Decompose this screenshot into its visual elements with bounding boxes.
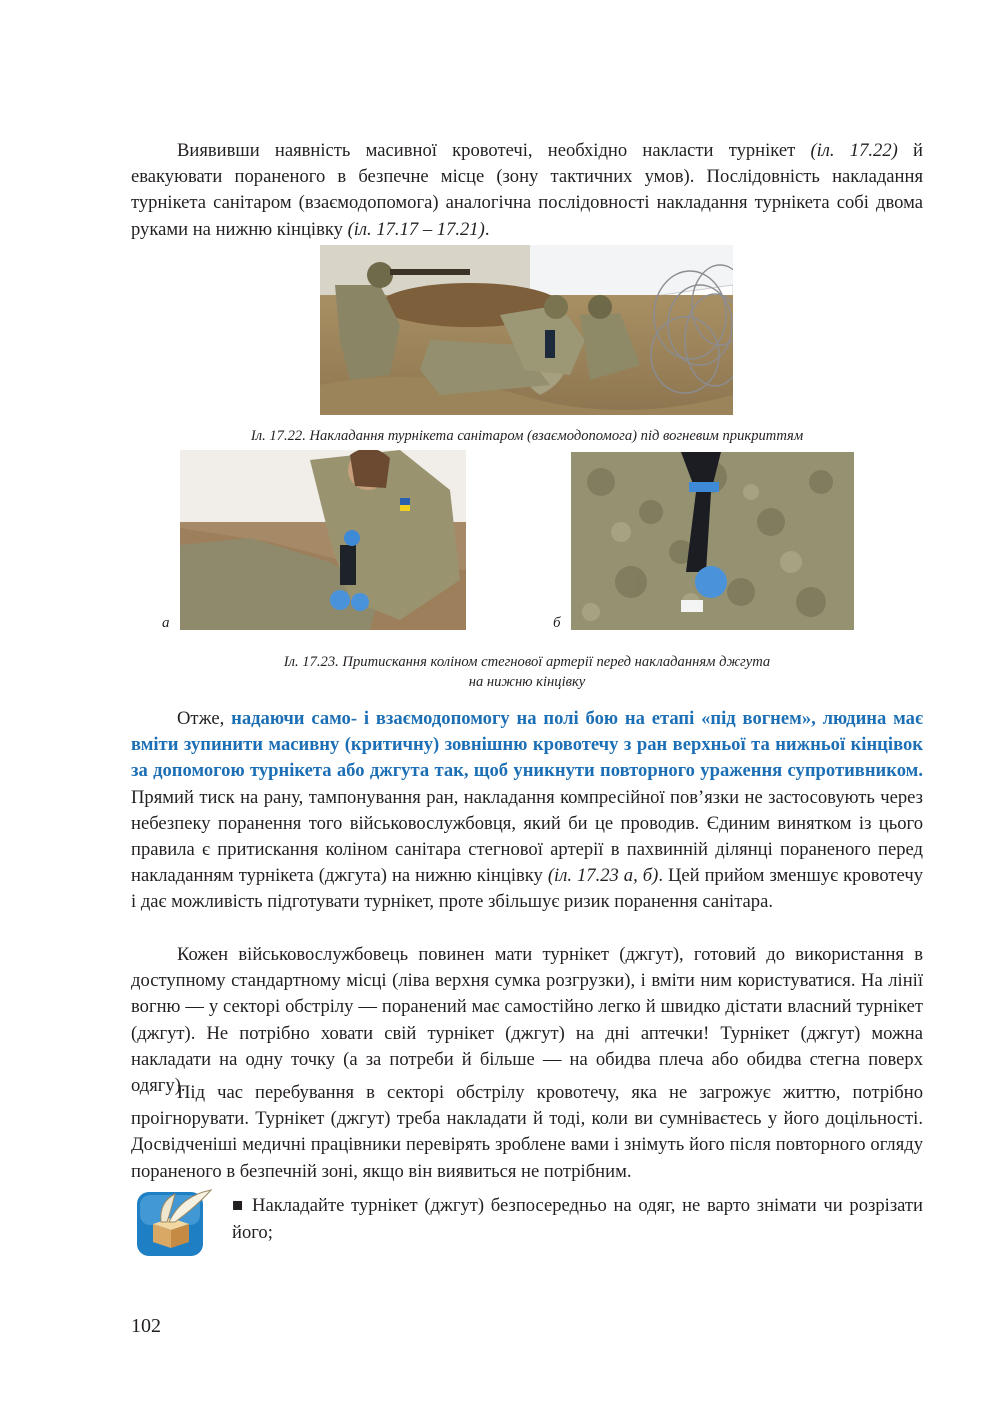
paragraph-1-text-a: Виявивши наявність масивної кровотечі, необхідно накласти турнікет: [177, 140, 811, 161]
figure-17-23-caption-line-1: Іл. 17.23. Притискання коліном стегнової артерії перед накладанням джгута: [283, 654, 771, 670]
paragraph-1: Виявивши наявність масивної кровотечі, необхідно накласти турнікет (іл. 17.22) й евакуювати пораненого в безпечне місце (зону тактичних умов). Послідовність накладання турнікета санітаром (взаємодопомога) аналогічна послідовності накладання турнікета собі двома руками на нижню кінцівку (іл. 17.17 – 17.21).: [131, 140, 923, 240]
figure-17-23a-photo: [180, 450, 466, 630]
box-with-quill-icon: [131, 1188, 215, 1260]
figure-17-23b-photo: [571, 452, 854, 630]
paragraph-1-text-b: й евакуювати пораненого в безпечне місце (зону тактичних умов). Послідовність накладання турнікета санітаром (взаємодопомога) аналогічна послідовності накладання турнікета собі двома руками на нижню кінцівку: [131, 140, 923, 240]
page-number: 102: [131, 1315, 161, 1337]
figure-17-23-caption: [131, 652, 923, 692]
figure-reference: (іл. 17.17 – 17.21): [347, 218, 485, 240]
figure-17-22-caption: Іл. 17.22. Накладання турнікета санітаром (взаємодопомога) під вогневим прикриттям: [250, 428, 804, 444]
bullet: ■: [232, 1195, 246, 1216]
paragraph-2: Отже, надаючи само- і взаємодопомогу на полі бою на етапі «під вогнем», людина має вміти зупинити масивну (критичну) зовнішню кровотечу з ран верхньої та нижньої кінцівок за допомогою турнікета або джгута так, щоб уникнути повторного ураження супротивником. Прямий тиск на рану, тампонування ран, накладання компресійної пов’язки не застосовують через небезпеку поранення того військовослужбовця, який би це проводив. Єдиним винятком із цього правила є притискання коліном санітара стегнової артерії в пахвинній ділянці пораненого перед накладанням турнікета (джгута) на нижню кінцівку (іл. 17.23 а, б). Цей прийом зменшує кровотечу і дає можливість підготувати турнікет, проте збільшує ризик поранення санітара.: [131, 708, 923, 913]
paragraph-3: Кожен військовослужбовець повинен мати турнікет (джгут), готовий до використання в доступному стандартному місці (ліва верхня сумка розгрузки), і вміти ним користуватися. На лінії вогню — у секторі обстрілу — поранений має самостійно легко й швидко дістати власний турнікет (джгут). Не потрібно ховати свій турнікет (джгут) на дні аптечки! Турнікет (джгут) можна накладати на одну точку (а за потреби й більше — на обидва плеча або обидва стегна поверх одягу).: [131, 944, 923, 1097]
paragraph-4: Під час перебування в секторі обстрілу кровотечу, яка не загрожує життю, потрібно проігнорувати. Турнікет (джгут) треба накладати й тоді, коли ви сумніваєтесь у його доцільності. Досвідченіші медичні працівники перевірять зроблене вами і знімуть його після повторного огляду пораненого в безпечній зоні, якщо він виявиться не потрібним.: [131, 1082, 923, 1182]
tip-text: ■ Накладайте турнікет (джгут) безпосередньо на одяг, не варто знімати чи розрізати його;: [232, 1195, 924, 1243]
figure-reference: (іл. 17.22): [810, 140, 898, 161]
figure-17-23-caption-line-2: на нижню кінцівку: [468, 674, 586, 690]
highlighted-statement: надаючи само- і взаємодопомогу на полі бою на етапі «під вогнем», людина має вміти зупинити масивну (критичну) зовнішню кровотечу з ран верхньої та нижньої кінцівок за допомогою турнікета або джгута так, щоб уникнути повторного ураження супротивником.: [131, 708, 923, 782]
figure-17-22-photo: [320, 245, 733, 415]
figure-reference: (іл. 17.23 а, б): [547, 865, 659, 887]
subfigure-label-b: б: [553, 615, 561, 631]
subfigure-label-a: а: [162, 615, 170, 631]
